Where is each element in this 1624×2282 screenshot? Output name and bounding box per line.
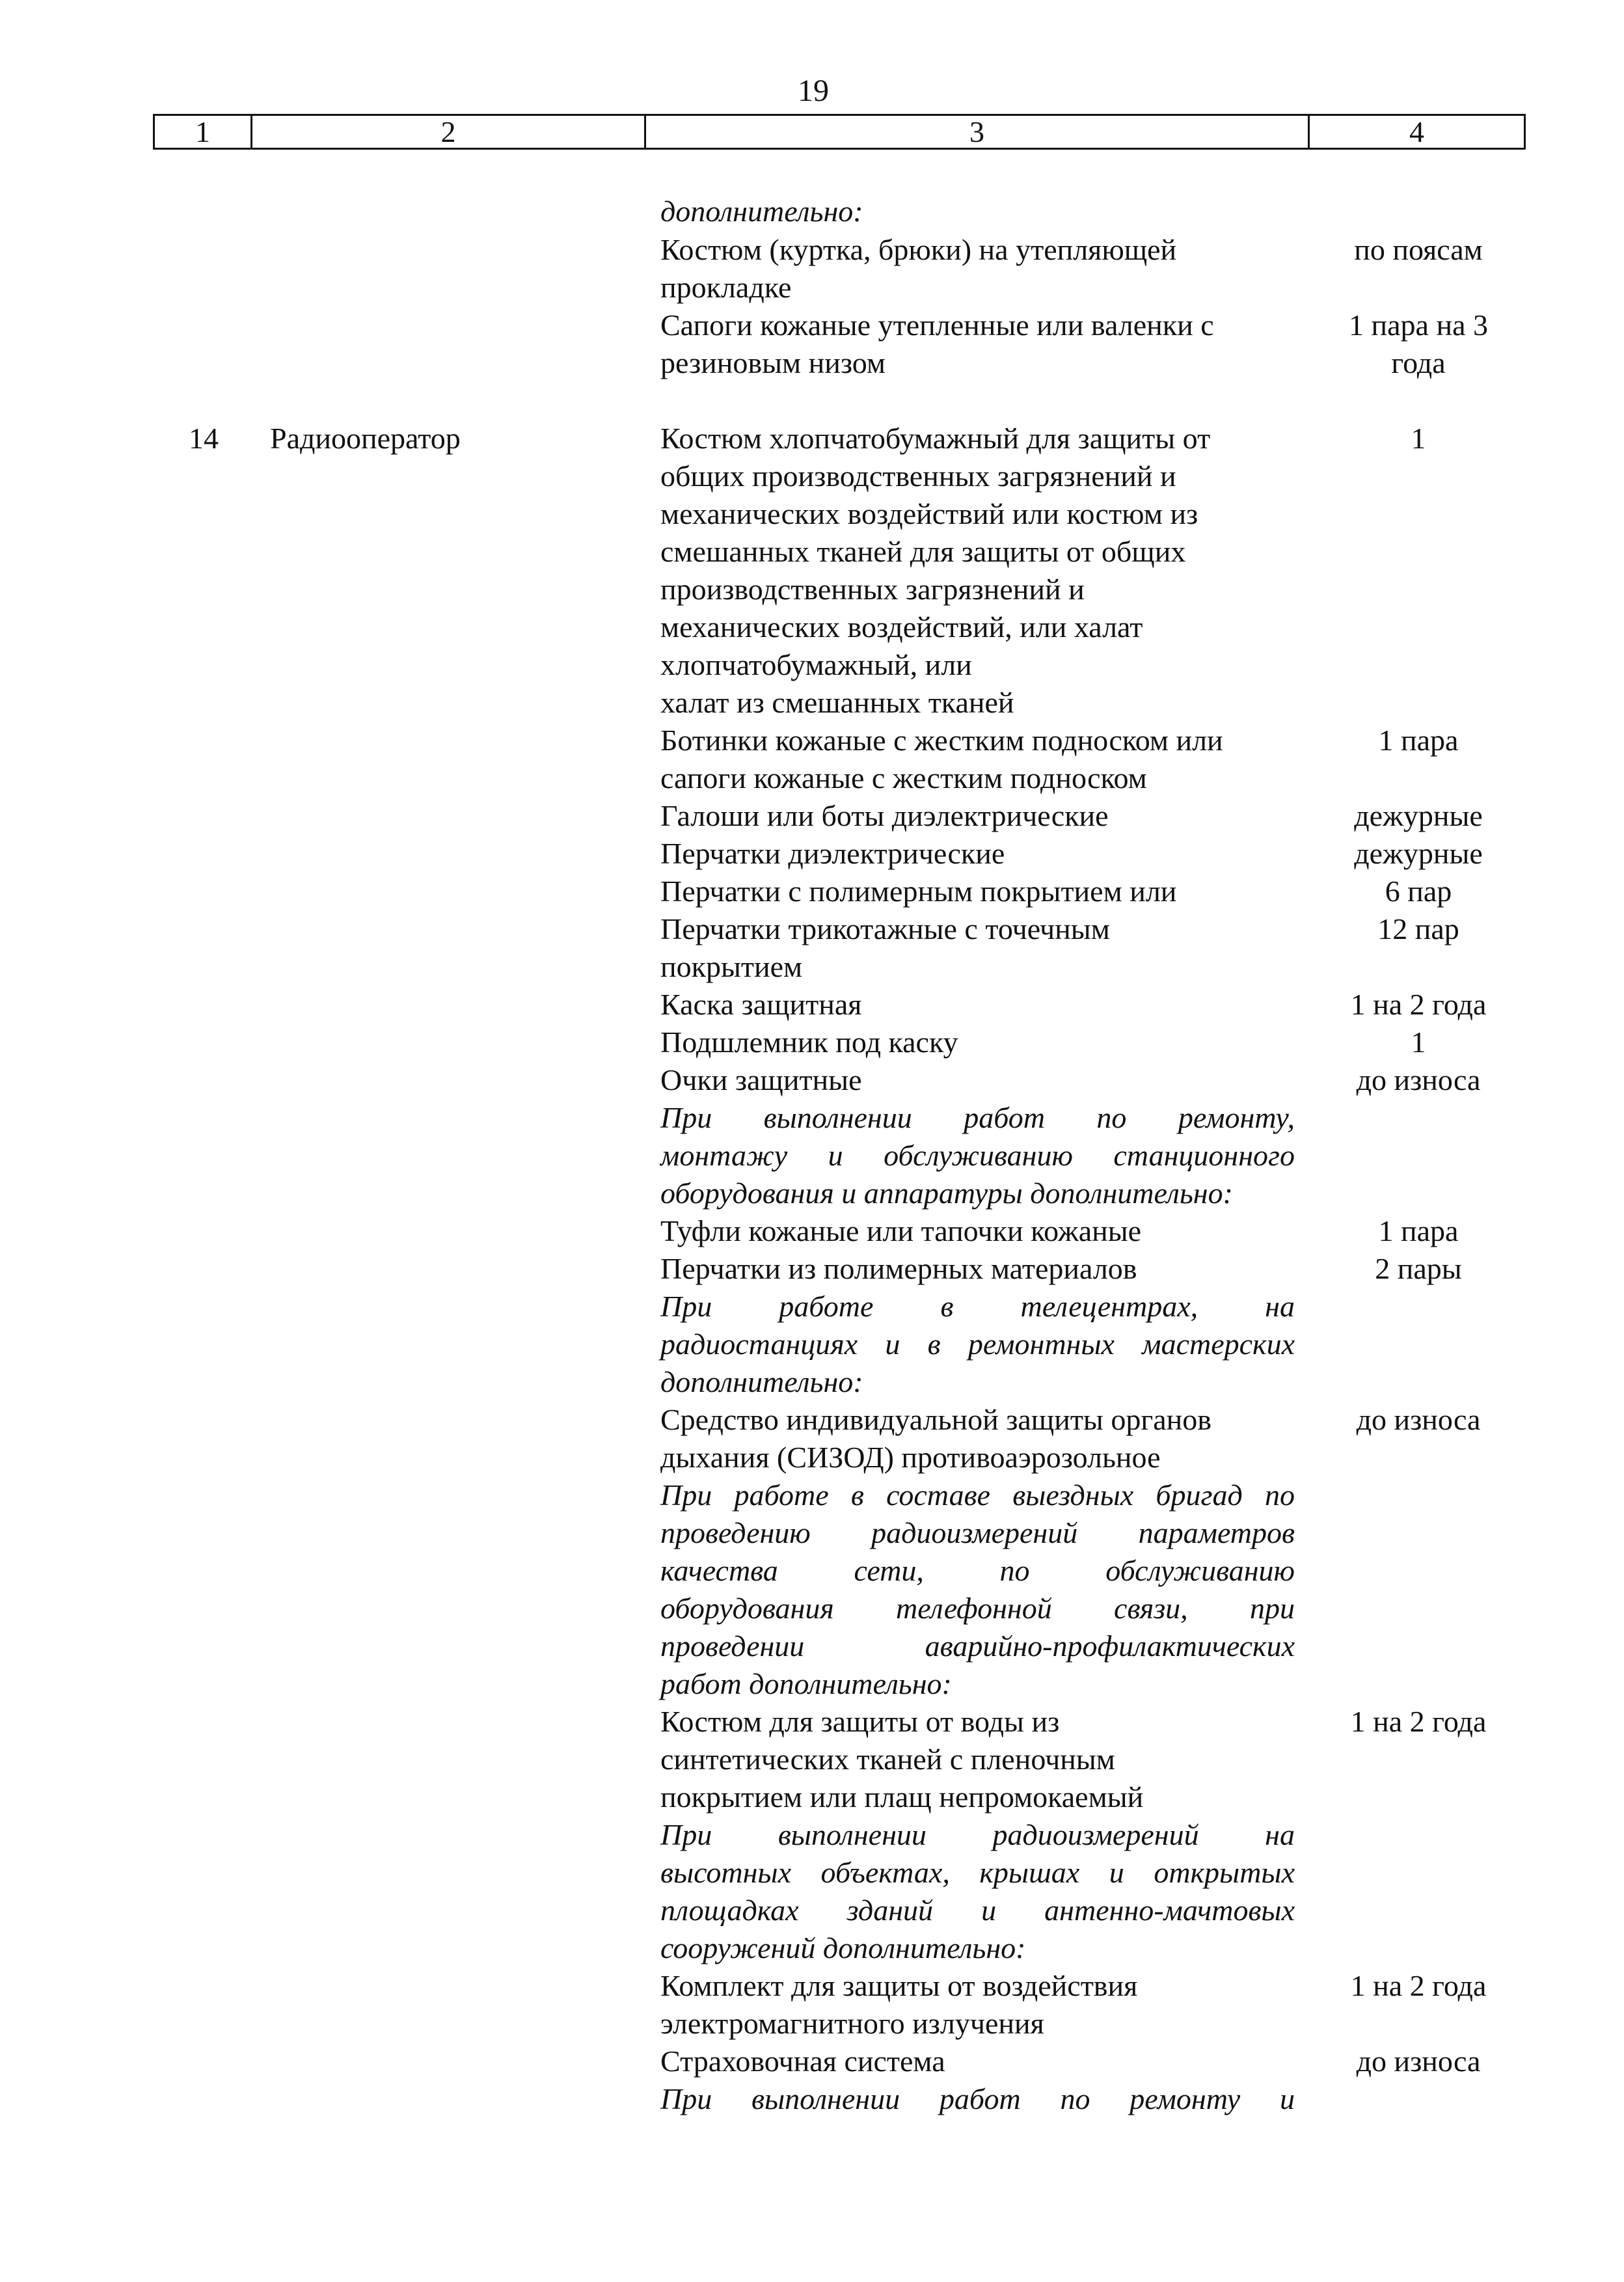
item-line: Перчатки из полимерных материалов [660, 1252, 1137, 1285]
item-line: Перчатки трикотажные с точечным [660, 912, 1110, 945]
item-line: покрытием [660, 950, 803, 983]
norm-value: 1 пара на 3 [1349, 308, 1488, 342]
item-line: Сапоги кожаные утепленные или валенки с [660, 308, 1214, 342]
item-line: Галоши или боты диэлектрические [660, 799, 1109, 832]
row-number: 14 [189, 422, 219, 455]
item-line: производственных загрязнений и [660, 573, 1085, 606]
norm-value: до износа [1356, 1063, 1481, 1096]
condition-line: При работе в телецентрах, на [660, 1290, 1295, 1323]
item-line: Перчатки диэлектрические [660, 837, 1005, 870]
table-header [153, 114, 1526, 150]
condition-line: работ дополнительно: [660, 1667, 952, 1700]
header-col-3: 3 [646, 116, 1310, 148]
item-line: Перчатки с полимерным покрытием или [660, 875, 1177, 908]
item-line: Средство индивидуальной защиты органов [660, 1403, 1211, 1436]
norm-value: 1 [1411, 1026, 1426, 1059]
norm-value: дежурные [1354, 837, 1483, 870]
item-line: механических воздействий или костюм из [660, 497, 1198, 530]
item-line: Костюм для защиты от воды из [660, 1705, 1060, 1738]
item-line: Ботинки кожаные с жестким подноском или [660, 724, 1223, 757]
condition-line: оборудования телефонной связи, при [660, 1592, 1295, 1625]
condition-line: При работе в составе выездных бригад по [660, 1478, 1295, 1512]
item-line: механических воздействий, или халат [660, 610, 1143, 644]
header-col-1: 1 [155, 116, 252, 148]
item-line: Каска защитная [660, 988, 862, 1021]
item-line: синтетических тканей с пленочным [660, 1743, 1115, 1776]
norm-value: 1 на 2 года [1350, 1705, 1487, 1738]
page-number: 19 [798, 74, 829, 108]
norm-value: года [1391, 346, 1446, 379]
norm-value: 6 пар [1385, 875, 1452, 908]
condition-line: монтажу и обслуживанию станционного [660, 1139, 1295, 1172]
item-line: халат из смешанных тканей [660, 686, 1014, 719]
condition-line: При выполнении радиоизмерений на [660, 1818, 1295, 1851]
item-line: смешанных тканей для защиты от общих [660, 535, 1186, 568]
norm-value: по поясам [1354, 233, 1483, 266]
item-line: покрытием или плащ непромокаемый [660, 1780, 1144, 1813]
item-line: сапоги кожаные с жестким подноском [660, 761, 1147, 795]
condition-line: дополнительно: [660, 1365, 863, 1398]
condition-line: радиостанциях и в ремонтных мастерских [660, 1327, 1295, 1361]
condition-line: оборудования и аппаратуры дополнительно: [660, 1176, 1233, 1210]
norm-value: 1 на 2 года [1350, 1969, 1487, 2002]
norm-value: 1 пара [1378, 724, 1459, 757]
norm-value: 1 на 2 года [1350, 988, 1487, 1021]
condition-line: проведении аварийно-профилактических [660, 1629, 1295, 1663]
norm-value: до износа [1356, 1403, 1481, 1436]
row-profession: Радиооператор [270, 422, 461, 455]
item-line: дополнительно: [660, 195, 863, 228]
norm-value: 2 пары [1375, 1252, 1462, 1285]
condition-line: качества сети, по обслуживанию [660, 1554, 1295, 1587]
item-line: Подшлемник под каску [660, 1026, 958, 1059]
condition-line: высотных объектах, крышах и открытых [660, 1856, 1295, 1889]
item-line: Туфли кожаные или тапочки кожаные [660, 1214, 1142, 1247]
condition-line: проведению радиоизмерений параметров [660, 1516, 1295, 1549]
condition-line: При выполнении работ по ремонту и [660, 2082, 1295, 2115]
norm-value: 12 пар [1377, 912, 1459, 945]
item-line: общих производственных загрязнений и [660, 459, 1176, 493]
item-line: хлопчатобумажный, или [660, 648, 972, 681]
norm-value: дежурные [1354, 799, 1483, 832]
norm-value: 1 [1411, 422, 1426, 455]
item-line: резиновым низом [660, 346, 886, 379]
condition-line: При выполнении работ по ремонту, [660, 1101, 1295, 1134]
item-line: электромагнитного излучения [660, 2007, 1044, 2040]
item-line: дыхания (СИЗОД) противоаэрозольное [660, 1441, 1161, 1474]
item-line: Комплект для защиты от воздействия [660, 1969, 1138, 2002]
norm-value: 1 пара [1378, 1214, 1459, 1247]
header-col-2: 2 [252, 116, 646, 148]
item-line: прокладке [660, 271, 792, 304]
condition-line: площадках зданий и антенно-мачтовых [660, 1894, 1295, 1927]
item-line: Очки защитные [660, 1063, 862, 1096]
item-line: Костюм (куртка, брюки) на утепляющей [660, 233, 1177, 266]
condition-line: сооружений дополнительно: [660, 1931, 1026, 1964]
norm-value: до износа [1356, 2044, 1481, 2078]
header-col-4: 4 [1409, 115, 1424, 148]
item-line: Костюм хлопчатобумажный для защиты от [660, 422, 1211, 455]
item-line: Страховочная система [660, 2044, 945, 2078]
